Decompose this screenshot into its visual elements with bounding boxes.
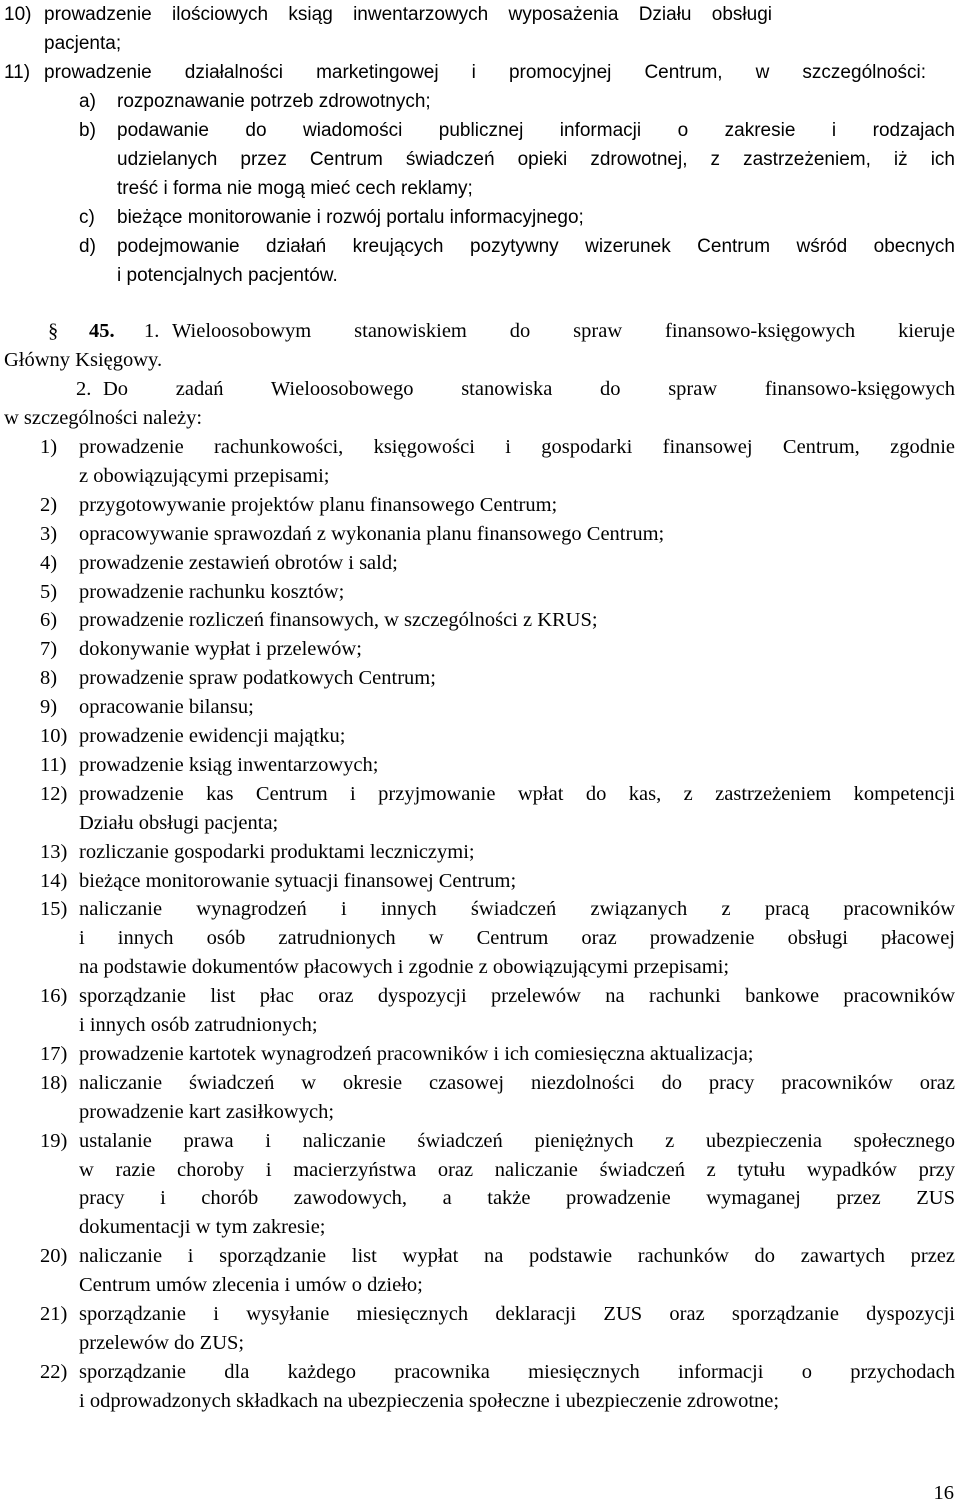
duty-line: prowadzenie spraw podatkowych Centrum; (79, 667, 436, 690)
duty-line: prowadzenie kas Centrum i przyjmowanie wpłat do kas, z zastrzeżeniem kompetencji (79, 782, 955, 805)
duty-number: 7) (40, 638, 58, 661)
sub-item-line: udzielanych przez Centrum świadczeń opieki zdrowotnej, z zastrzeżeniem, iż ich (117, 149, 955, 170)
duty-line: prowadzenie rachunkowości, księgowości i gospodarki finansowej Centrum, zgodnie (79, 436, 955, 458)
duty-number: 8) (40, 667, 58, 690)
duty-line: naliczanie i sporządzanie list wypłat na podstawie rachunków do zawartych przez (79, 1245, 955, 1268)
duty-number: 17) (40, 1042, 68, 1065)
paragraph-line: Do zadań Wieloosobowego stanowiska do spraw finansowo-księgowych (103, 378, 955, 400)
duty-line: Centrum umów zlecenia i umów o dzieło; (79, 1274, 423, 1297)
duty-number: 15) (40, 898, 68, 921)
duty-number: 6) (40, 609, 58, 632)
duty-number: 13) (40, 840, 68, 863)
duty-line: rozliczanie gospodarki produktami leczniczymi; (79, 840, 475, 863)
duty-line: przelewów do ZUS; (79, 1331, 245, 1354)
sub-item-line: podawanie do wiadomości publicznej informacji o zakresie i rodzajach (117, 120, 955, 141)
sub-item-letter: b) (79, 120, 96, 141)
top-item-line: prowadzenie ilościowych ksiąg inwentarzowych wyposażenia Działu obsługi (44, 4, 772, 25)
duty-line: naliczanie świadczeń w okresie czasowej niezdolności do pracy pracowników oraz (79, 1071, 955, 1094)
duty-number: 2) (40, 493, 58, 516)
duty-line: na podstawie dokumentów płacowych i zgodnie z obowiązującymi przepisami; (79, 956, 730, 979)
duty-number: 14) (40, 869, 68, 892)
top-item-number: 11) (4, 62, 31, 83)
duty-number: 18) (40, 1071, 68, 1094)
duty-line: opracowanie bilansu; (79, 696, 254, 719)
duty-line: prowadzenie ksiąg inwentarzowych; (79, 753, 379, 776)
duty-number: 16) (40, 985, 68, 1008)
sub-item-line: podejmowanie działań kreujących pozytywny wizerunek Centrum wśród obecnych (117, 236, 955, 257)
duty-line: prowadzenie rozliczeń finansowych, w szczególności z KRUS; (79, 609, 598, 632)
sub-item-line: treść i forma nie mogą mieć cech reklamy; (117, 178, 473, 199)
duty-line: opracowywanie sprawozdań z wykonania planu finansowego Centrum; (79, 522, 665, 545)
duty-number: 21) (40, 1303, 68, 1325)
duty-line: w razie choroby i macierzyństwa oraz naliczanie świadczeń z tytułu wypadków przy (79, 1158, 955, 1181)
duty-line: i odprowadzonych składkach na ubezpieczenia społeczne i ubezpieczenie zdrowotne; (79, 1389, 780, 1412)
duty-line: przygotowywanie projektów planu finansowego Centrum; (79, 493, 558, 516)
duty-number: 11) (40, 753, 67, 776)
paragraph-line: Wieloosobowym stanowiskiem do spraw finansowo-księgowych kieruje (172, 320, 955, 342)
top-item-line: prowadzenie działalności marketingowej i promocyjnej Centrum, w szczególności: (44, 62, 926, 83)
duty-line: bieżące monitorowanie sytuacji finansowej Centrum; (79, 869, 517, 892)
duty-line: sporządzanie dla każdego pracownika miesięcznych informacji o przychodach (79, 1360, 955, 1383)
section-number: 45. (89, 320, 115, 342)
duty-number: 1) (40, 436, 58, 458)
sub-item-line: rozpoznawanie potrzeb zdrowotnych; (117, 91, 431, 112)
paragraph-line: w szczególności należy: (4, 407, 203, 429)
duty-line: prowadzenie kart zasiłkowych; (79, 1100, 335, 1123)
duty-line: ustalanie prawa i naliczanie świadczeń pieniężnych z ubezpieczenia społecznego (79, 1129, 955, 1152)
duty-number: 3) (40, 522, 58, 545)
top-item-number: 10) (4, 4, 32, 25)
duty-line: sporządzanie i wysyłanie miesięcznych deklaracji ZUS oraz sporządzanie dyspozycji (79, 1303, 955, 1325)
duty-number: 22) (40, 1360, 68, 1383)
paragraph-number: 1. (144, 320, 160, 342)
duty-number: 20) (40, 1245, 68, 1268)
duty-number: 9) (40, 696, 58, 719)
duty-line: i innych osób zatrudnionych; (79, 1014, 318, 1036)
duty-line: prowadzenie ewidencji majątku; (79, 725, 346, 747)
duty-number: 4) (40, 551, 58, 574)
sub-item-line: bieżące monitorowanie i rozwój portalu informacyjnego; (117, 207, 584, 228)
sub-item-letter: c) (79, 207, 95, 228)
sub-item-letter: d) (79, 236, 96, 257)
duty-line: i innych osób zatrudnionych w Centrum oraz prowadzenie obsługi płacowej (79, 927, 955, 950)
sub-item-line: i potencjalnych pacjentów. (117, 265, 338, 286)
duty-number: 12) (40, 782, 68, 805)
duty-number: 10) (40, 725, 68, 747)
duty-line: naliczanie wynagrodzeń i innych świadczeń związanych z pracą pracowników (79, 898, 955, 921)
duty-line: prowadzenie zestawień obrotów i sald; (79, 551, 398, 574)
page-number: 16 (933, 1482, 954, 1504)
paragraph-number: 2. (76, 378, 92, 400)
duty-line: prowadzenie kartotek wynagrodzeń pracowników i ich comiesięczna aktualizacja; (79, 1042, 754, 1065)
duty-line: dokumentacji w tym zakresie; (79, 1216, 326, 1239)
duty-line: Działu obsługi pacjenta; (79, 811, 279, 834)
duty-number: 5) (40, 580, 58, 603)
duty-line: z obowiązującymi przepisami; (79, 464, 330, 487)
duty-line: sporządzanie list płac oraz dyspozycji przelewów na rachunki bankowe pracowników (79, 985, 955, 1008)
top-item-line: pacjenta; (44, 33, 122, 54)
sub-item-letter: a) (79, 91, 96, 112)
section-symbol: § (48, 320, 59, 342)
paragraph-line: Główny Księgowy. (4, 349, 163, 371)
duty-line: pracy i chorób zawodowych, a także prowadzenie wymaganej przez ZUS (79, 1187, 955, 1210)
duty-line: prowadzenie rachunku kosztów; (79, 580, 345, 603)
duty-line: dokonywanie wypłat i przelewów; (79, 638, 362, 661)
duty-number: 19) (40, 1129, 68, 1152)
